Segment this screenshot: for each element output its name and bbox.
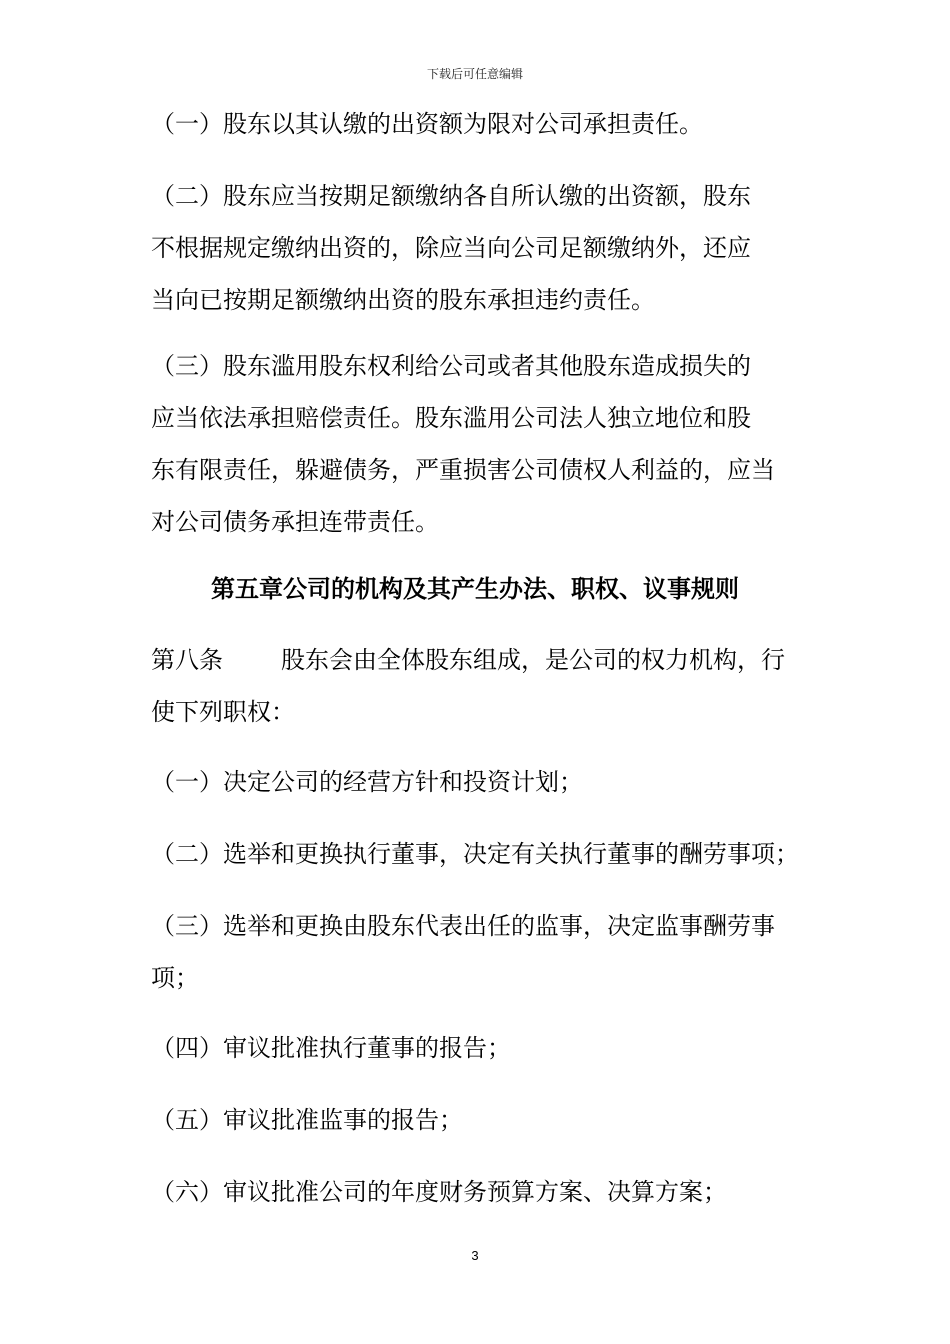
- article-text: 股东会由全体股东组成，是公司的权力机构，行: [281, 646, 785, 674]
- text-line: （一）股东以其认缴的出资额为限对公司承担责任。: [151, 110, 703, 138]
- list-item-3: [151, 900, 806, 1004]
- list-item-2: [151, 828, 806, 880]
- text-line: （二）股东应当按期足额缴纳各自所认缴的出资额，股东: [151, 182, 751, 210]
- text-line: 不根据规定缴纳出资的，除应当向公司足额缴纳外，还应: [151, 234, 751, 262]
- text-line: 当向已按期足额缴纳出资的股东承担违约责任。: [151, 286, 655, 314]
- text-line: （三）选举和更换由股东代表出任的监事，决定监事酬劳事: [151, 912, 775, 940]
- clause-paragraph-3: [151, 340, 806, 548]
- list-item-4: [151, 1022, 806, 1074]
- chapter-heading: 第五章公司的机构及其产生办法、职权、议事规则: [211, 575, 739, 603]
- text-line: 使下列职权：: [151, 698, 295, 726]
- text-line: [151, 634, 806, 686]
- list-item-5: [151, 1094, 806, 1146]
- text-line: （三）股东滥用股东权利给公司或者其他股东造成损失的: [151, 352, 751, 380]
- text-line: 对公司债务承担连带责任。: [151, 508, 439, 536]
- clause-paragraph-2: [151, 170, 806, 326]
- article-label: 第八条: [151, 646, 223, 674]
- text-line: 应当依法承担赔偿责任。股东滥用公司法人独立地位和股: [151, 404, 751, 432]
- list-item-1: [151, 756, 806, 808]
- list-item-6: [151, 1166, 806, 1218]
- text-line: 项；: [151, 964, 199, 992]
- text-line: （一）决定公司的经营方针和投资计划；: [151, 768, 583, 796]
- text-line: （六）审议批准公司的年度财务预算方案、决算方案；: [151, 1178, 727, 1206]
- page-number: 3: [471, 1248, 479, 1263]
- text-line: （四）审议批准执行董事的报告；: [151, 1034, 511, 1062]
- page-header: 下载后可任意编辑: [426, 67, 523, 81]
- clause-paragraph-1: [151, 98, 806, 150]
- text-line: （五）审议批准监事的报告；: [151, 1106, 463, 1134]
- text-line: 东有限责任，躲避债务，严重损害公司债权人利益的，应当: [151, 456, 775, 484]
- text-line: （二）选举和更换执行董事，决定有关执行董事的酬劳事项；: [151, 840, 799, 868]
- article-8: [151, 634, 806, 738]
